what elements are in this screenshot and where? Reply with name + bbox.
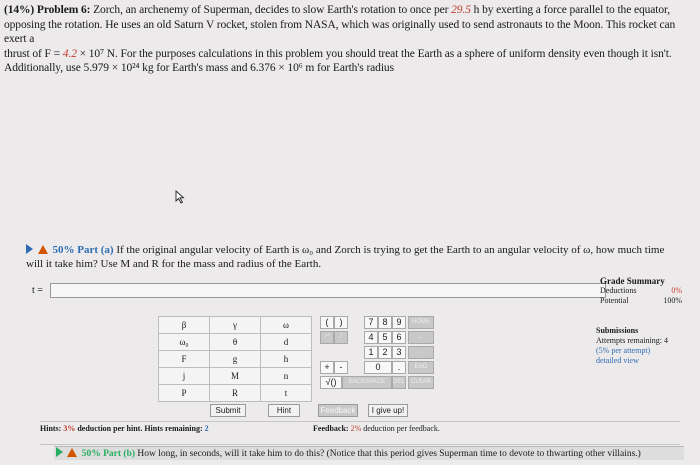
key-3[interactable]: 3	[392, 346, 406, 359]
thrust-value: 4.2	[62, 47, 77, 60]
attempts-remaining: Attempts remaining: 4	[596, 336, 668, 345]
feedback-info	[313, 424, 440, 433]
var-omega[interactable]: ω	[261, 317, 312, 334]
detailed-view-link[interactable]: detailed view	[596, 356, 639, 365]
var-M[interactable]: M	[210, 368, 261, 385]
key-end[interactable]: END	[408, 361, 434, 374]
deductions-label: Deductions	[600, 286, 637, 295]
give-up-button[interactable]: I give up!	[368, 404, 408, 417]
var-theta[interactable]: θ	[210, 334, 261, 351]
key-dot[interactable]: .	[392, 361, 406, 374]
potential-row	[600, 296, 682, 306]
key-8[interactable]: 8	[378, 316, 392, 329]
potential-value: 100%	[663, 296, 682, 305]
var-P[interactable]: P	[159, 385, 210, 402]
key-2[interactable]: 2	[378, 346, 392, 359]
problem-text-3b: × 10⁷ N. For the purposes calculations in this problem you should treat the Earth as a sphere of uniform density even though it isn't.	[79, 47, 672, 60]
part-a-label: 50% Part (a)	[52, 244, 114, 256]
key-0[interactable]: 0	[364, 361, 392, 374]
deductions-row	[600, 286, 682, 296]
var-n[interactable]: n	[261, 368, 312, 385]
var-gamma[interactable]: γ	[210, 317, 261, 334]
period-value: 29.5	[451, 4, 471, 16]
part-b-text: How long, in seconds, will it take him to do this? (Notice that this period gives Superman time to devote to thwarting other villains.)	[137, 449, 641, 459]
answer-label: t =	[32, 285, 43, 296]
key-9[interactable]: 9	[392, 316, 406, 329]
part-b-question[interactable]	[54, 446, 684, 460]
var-d[interactable]: d	[261, 334, 312, 351]
hints-remaining: 2	[204, 424, 209, 433]
var-g[interactable]: g	[210, 351, 261, 368]
submit-button[interactable]: Submit	[210, 404, 246, 417]
divider	[40, 444, 680, 445]
variables-table	[158, 316, 312, 402]
key-left-arrow[interactable]: ←	[408, 331, 434, 344]
play-icon[interactable]	[56, 447, 63, 457]
key-plus[interactable]: +	[320, 361, 334, 374]
warning-icon	[38, 245, 48, 254]
var-R[interactable]: R	[210, 385, 261, 402]
var-beta[interactable]: β	[159, 317, 210, 334]
answer-row	[24, 283, 586, 299]
per-attempt: (5% per attempt)	[596, 346, 651, 355]
submissions-title: Submissions	[596, 326, 639, 335]
key-close-paren[interactable]: )	[334, 316, 348, 329]
submissions-panel	[596, 326, 686, 366]
key-sqrt[interactable]: √()	[320, 376, 342, 389]
var-j[interactable]: j	[159, 368, 210, 385]
key-right-arrow[interactable]: →	[408, 346, 434, 359]
key-clear[interactable]: CLEAR	[408, 376, 434, 389]
problem-text-4: Additionally, use 5.979 × 10²⁴ kg for Earth's mass and 6.376 × 10⁶ m for Earth's radius	[4, 62, 394, 74]
problem-text-1: Zorch, an archenemy of Superman, decides to slow Earth's rotation to once per	[93, 4, 449, 16]
key-power[interactable]: ↑^	[320, 331, 334, 344]
key-backspace[interactable]: BACKSPACE	[342, 376, 392, 389]
play-icon[interactable]	[26, 244, 33, 254]
key-divide[interactable]: /	[334, 331, 348, 344]
answer-input[interactable]	[50, 283, 606, 298]
key-4[interactable]: 4	[364, 331, 378, 344]
hints-label: Hints:	[40, 424, 62, 433]
problem-header: (14%) Problem 6:	[4, 4, 91, 16]
problem-statement	[0, 0, 700, 74]
part-a-question	[24, 243, 680, 275]
key-del[interactable]: DEL	[392, 376, 406, 389]
warning-icon	[67, 448, 77, 457]
deductions-value: 0%	[671, 286, 682, 295]
key-1[interactable]: 1	[364, 346, 378, 359]
feedback-text: deduction per feedback.	[363, 424, 440, 433]
divider	[40, 421, 680, 422]
problem-text-1b: h by exerting a force parallel to the equator,	[473, 4, 671, 16]
var-t[interactable]: t	[261, 385, 312, 402]
hints-info	[40, 424, 209, 433]
key-5[interactable]: 5	[378, 331, 392, 344]
key-open-paren[interactable]: (	[320, 316, 334, 329]
feedback-button[interactable]: Feedback	[318, 404, 358, 417]
part-b-label: 50% Part (b)	[81, 449, 136, 459]
feedback-deduction: 2%	[350, 424, 362, 433]
problem-text-3: thrust of F =	[4, 47, 60, 60]
grade-summary	[600, 276, 682, 306]
key-7[interactable]: 7	[364, 316, 378, 329]
hint-deduction: 3%	[63, 424, 76, 433]
grade-summary-title: Grade Summary	[600, 276, 665, 286]
mouse-cursor-icon	[174, 190, 186, 204]
hints-text: deduction per hint. Hints remaining:	[77, 424, 203, 433]
part-a-text: If the original angular velocity of Earth is ω₀ and Zorch is trying to get the Earth to an angular velocity of ω, how much time will it take him? Use M and R for the mass and radius of the Earth.	[26, 244, 665, 270]
key-minus[interactable]: -	[334, 361, 348, 374]
problem-text-2: opposing the rotation. He uses an old Saturn V rocket, stolen from NASA, which was originally used to send astronauts to the Moon. This rocket can exert a	[4, 18, 676, 45]
key-6[interactable]: 6	[392, 331, 406, 344]
feedback-label: Feedback:	[313, 424, 349, 433]
potential-label: Potential	[600, 296, 629, 305]
hint-button[interactable]: Hint	[268, 404, 300, 417]
key-home[interactable]: HOME	[408, 316, 434, 329]
var-omega0[interactable]: ω₀	[159, 334, 210, 351]
var-h[interactable]: h	[261, 351, 312, 368]
var-F[interactable]: F	[159, 351, 210, 368]
